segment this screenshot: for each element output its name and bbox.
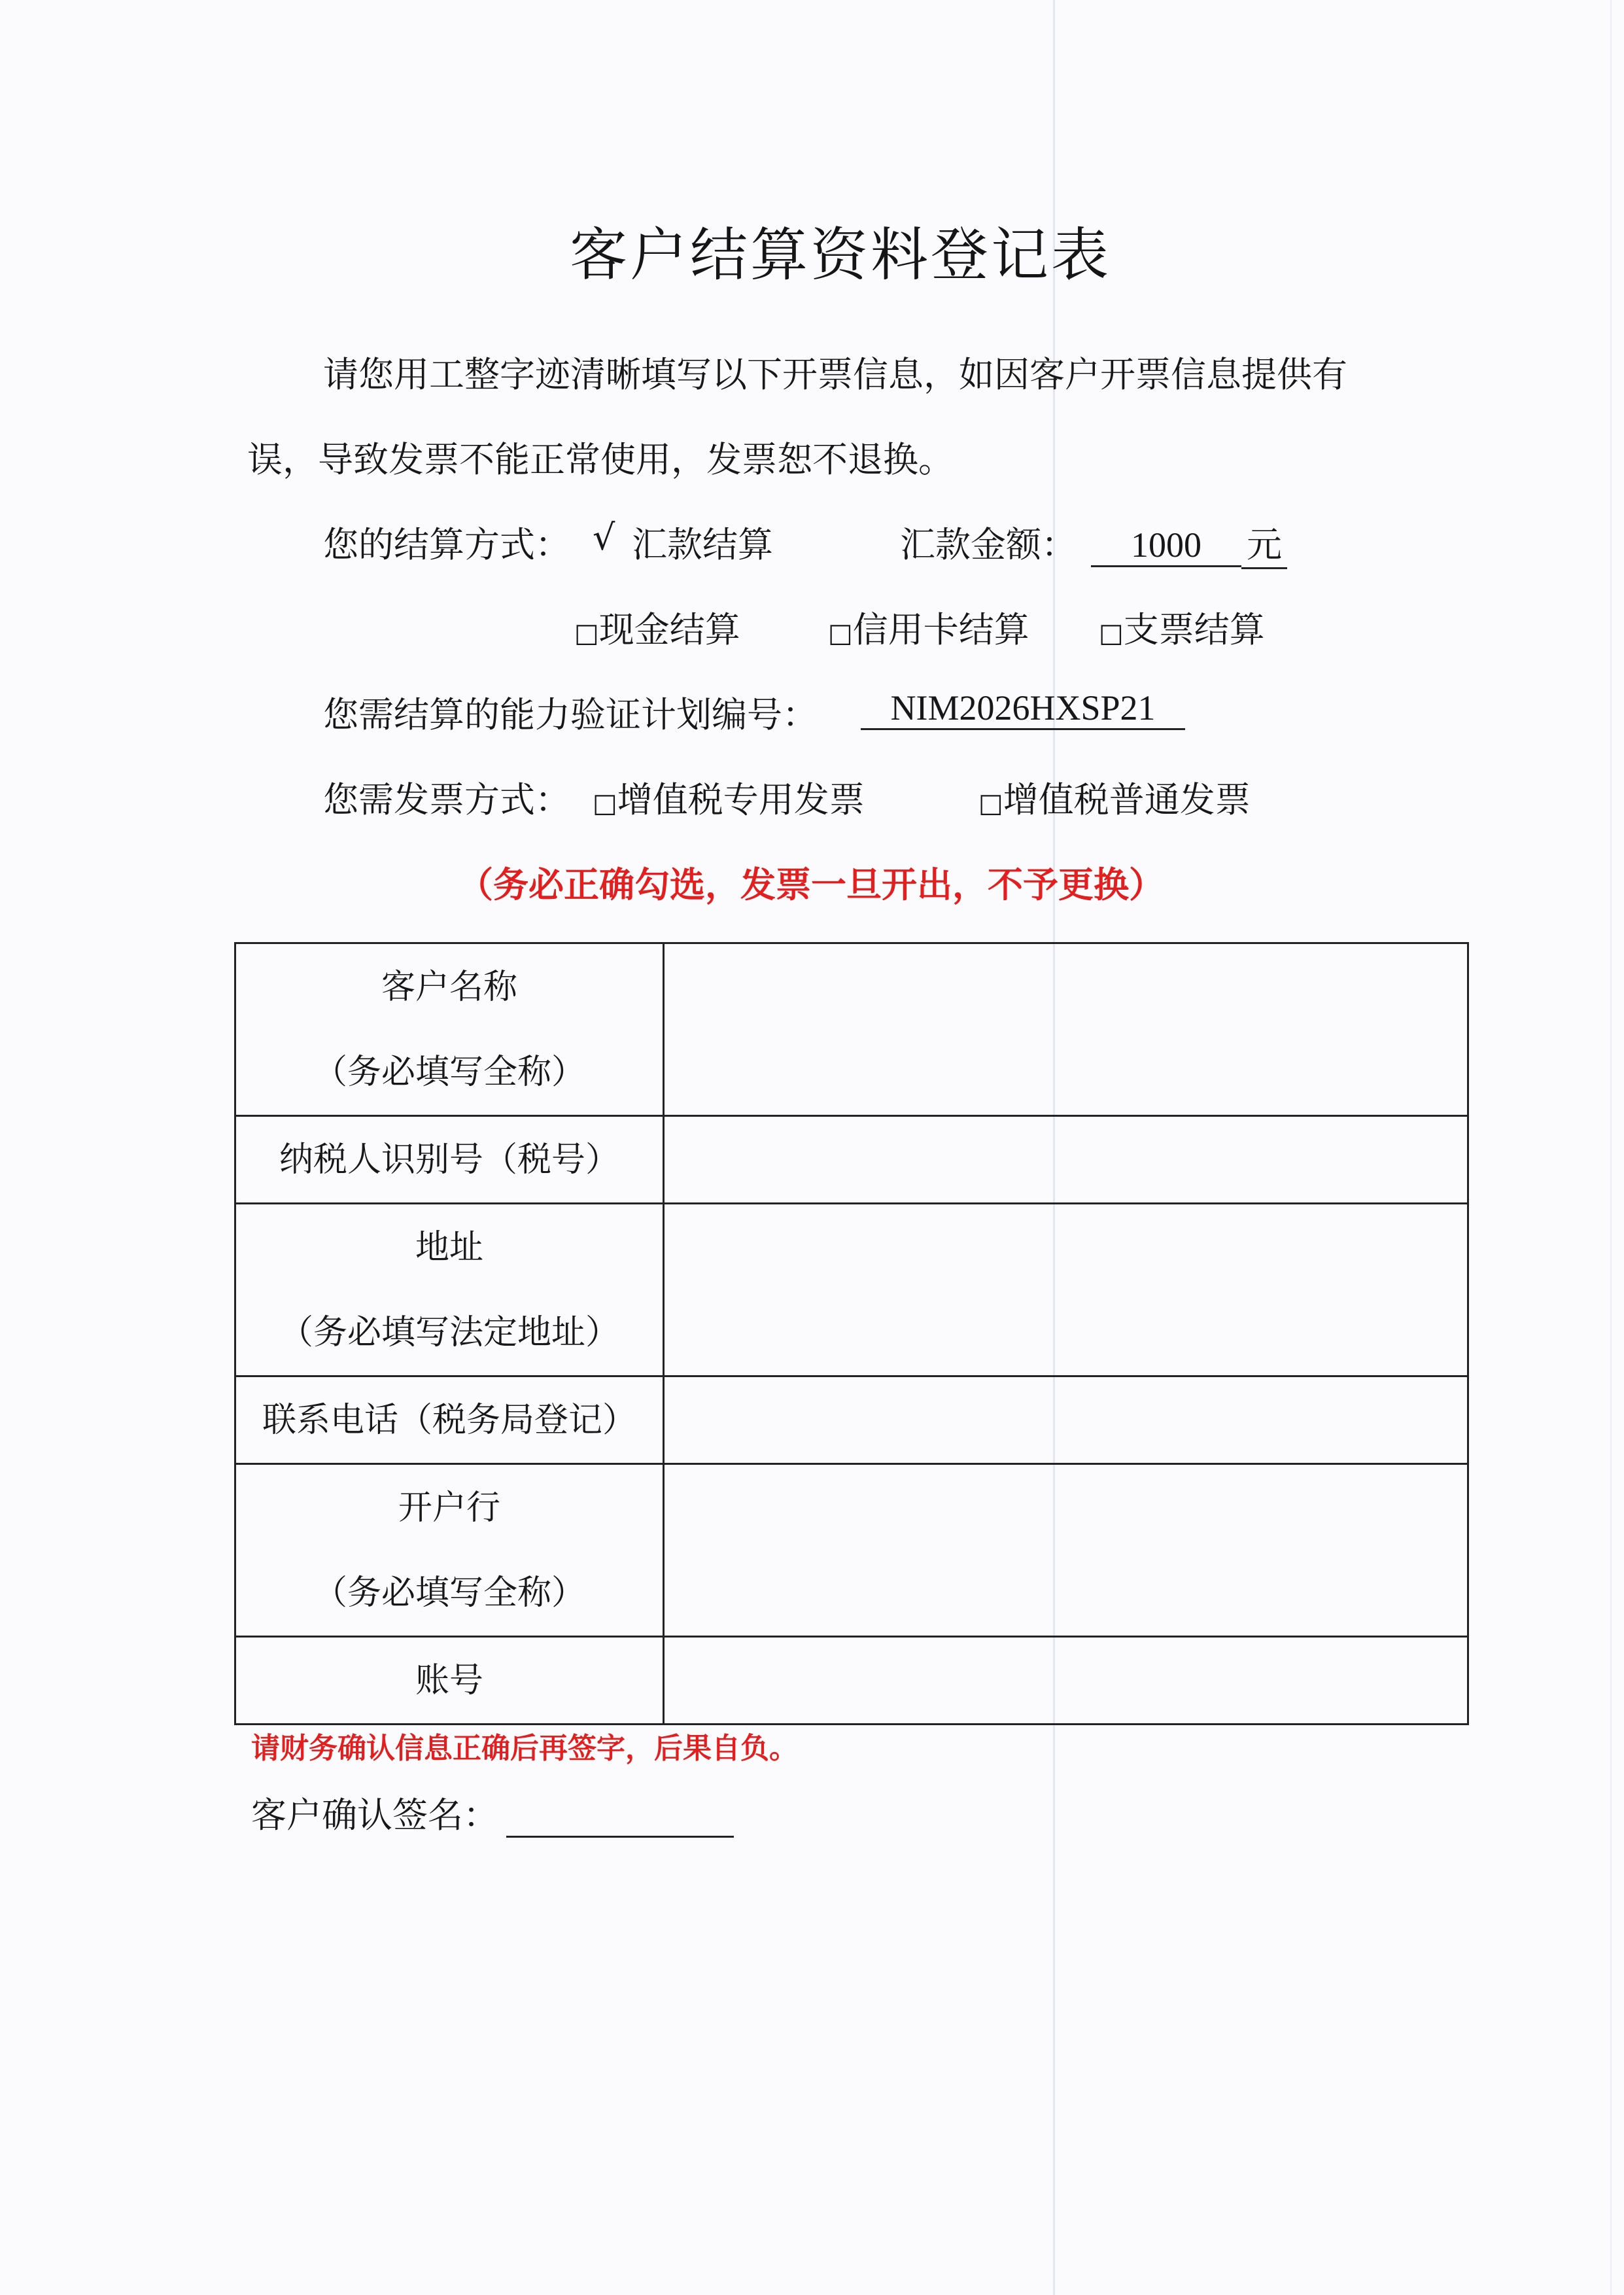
label-line: 客户名称 bbox=[381, 967, 517, 1007]
scan-streak bbox=[1610, 0, 1612, 2295]
invoice-option-special[interactable] bbox=[593, 772, 865, 822]
label-line: 纳税人识别号（税号） bbox=[279, 1140, 619, 1180]
intro-line-2: 误，导致发票不能正常使用，发票恕不退换。 bbox=[247, 439, 954, 480]
intro-line-1: 请您用工整字迹清晰填写以下开票信息，如因客户开票信息提供有 bbox=[323, 354, 1347, 395]
amount-label: 汇款金额： bbox=[900, 524, 1077, 565]
table-row bbox=[235, 1637, 1468, 1725]
select-warning: （务必正确勾选，发票一旦开出，不予更换） bbox=[458, 864, 1164, 905]
settlement-check-mark[interactable]: √ bbox=[593, 517, 615, 558]
amount-value: 1000 bbox=[1091, 525, 1241, 567]
signature-field[interactable] bbox=[506, 1799, 734, 1838]
row-label-address bbox=[235, 1204, 664, 1376]
customer-name-field[interactable] bbox=[664, 943, 1468, 1116]
row-label-phone bbox=[235, 1376, 664, 1464]
label-line: 地址 bbox=[415, 1227, 483, 1267]
invoice-label: 您需发票方式： bbox=[323, 779, 570, 820]
table-row bbox=[235, 1464, 1468, 1637]
settlement-label: 您的结算方式： bbox=[323, 524, 570, 565]
label-line: 开户行 bbox=[398, 1488, 500, 1528]
table-row bbox=[235, 943, 1468, 1116]
checkbox-cash[interactable]: □ bbox=[574, 618, 599, 648]
row-label-tax-id bbox=[235, 1116, 664, 1204]
checkbox-credit-card[interactable]: □ bbox=[828, 618, 853, 648]
account-field[interactable] bbox=[664, 1637, 1468, 1725]
option-cheque-label: 支票结算 bbox=[1123, 609, 1265, 650]
plan-value: NIM2026HXSP21 bbox=[861, 688, 1185, 730]
signature-row bbox=[251, 1787, 734, 1838]
label-line: 账号 bbox=[415, 1660, 483, 1700]
bank-field[interactable] bbox=[664, 1464, 1468, 1637]
table-row bbox=[235, 1116, 1468, 1204]
address-field[interactable] bbox=[664, 1204, 1468, 1376]
row-label-bank bbox=[235, 1464, 664, 1637]
plan-field[interactable] bbox=[861, 687, 1185, 730]
checkbox-special-vat[interactable]: □ bbox=[593, 788, 617, 818]
label-line: 联系电话（税务局登记） bbox=[262, 1400, 636, 1440]
invoice-option-special-label: 增值税专用发票 bbox=[617, 779, 865, 820]
option-credit-card-label: 信用卡结算 bbox=[852, 609, 1029, 650]
checkbox-ordinary-vat[interactable]: □ bbox=[978, 788, 1003, 818]
page-title: 客户结算资料登记表 bbox=[569, 221, 1111, 289]
billing-info-table bbox=[234, 942, 1469, 1725]
option-credit-card[interactable] bbox=[828, 602, 1029, 652]
option-cash-label: 现金结算 bbox=[598, 609, 740, 650]
table-row bbox=[235, 1376, 1468, 1464]
amount-field[interactable] bbox=[1091, 517, 1287, 569]
table-row bbox=[235, 1204, 1468, 1376]
signature-label: 客户确认签名： bbox=[251, 1795, 498, 1836]
label-line: （务必填写全称） bbox=[313, 1573, 585, 1613]
confirm-warning: 请财务确认信息正确后再签字，后果自负。 bbox=[251, 1732, 798, 1765]
phone-field[interactable] bbox=[664, 1376, 1468, 1464]
option-cash[interactable] bbox=[574, 602, 740, 652]
label-line: （务必填写全称） bbox=[313, 1052, 585, 1092]
checkbox-cheque[interactable]: □ bbox=[1099, 618, 1124, 648]
option-cheque[interactable] bbox=[1099, 602, 1265, 652]
row-label-account bbox=[235, 1637, 664, 1725]
invoice-option-ordinary-label: 增值税普通发票 bbox=[1003, 779, 1251, 820]
invoice-option-ordinary[interactable] bbox=[978, 772, 1251, 822]
amount-unit: 元 bbox=[1241, 517, 1287, 569]
settlement-option-remittance: 汇款结算 bbox=[632, 524, 773, 565]
plan-label: 您需结算的能力验证计划编号： bbox=[323, 694, 818, 735]
tax-id-field[interactable] bbox=[664, 1116, 1468, 1204]
label-line: （务必填写法定地址） bbox=[279, 1312, 619, 1352]
row-label-customer-name bbox=[235, 943, 664, 1116]
